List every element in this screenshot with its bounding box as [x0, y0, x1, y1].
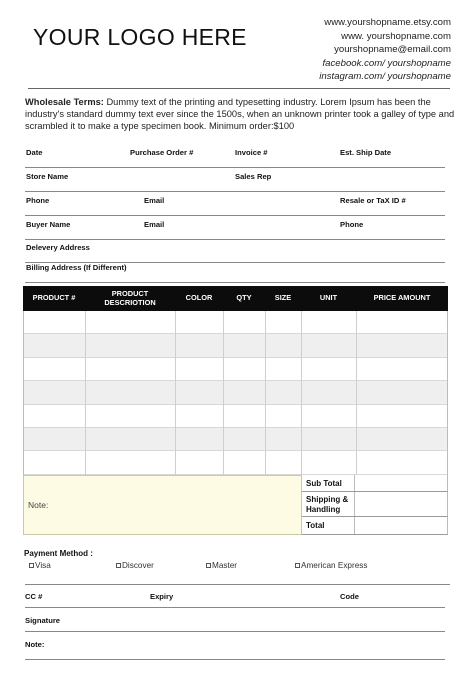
total-label: Total: [306, 521, 325, 530]
billing-row: [25, 263, 445, 283]
ship-date-field[interactable]: Est. Ship Date: [340, 148, 392, 157]
billing-address-field[interactable]: Billing Address (If Different): [26, 263, 127, 272]
payment-divider: [25, 584, 450, 585]
logo-placeholder: YOUR LOGO HERE: [33, 24, 247, 50]
phone-field[interactable]: Phone: [26, 196, 50, 205]
store-row: [25, 172, 445, 192]
buyer-name-field[interactable]: Buyer Name: [26, 220, 71, 229]
payment-option-visa[interactable]: Visa: [29, 561, 51, 570]
note-box[interactable]: [23, 475, 302, 535]
resale-tax-field[interactable]: Resale or TaX ID #: [340, 196, 406, 205]
buyer-phone-field[interactable]: Phone: [340, 220, 364, 229]
total-divider: [354, 517, 355, 534]
shipping-row: [302, 492, 448, 517]
signature-row: [25, 616, 445, 632]
checkbox-icon[interactable]: [29, 563, 34, 568]
note-label: Note:: [28, 500, 49, 510]
final-note-field[interactable]: Note:: [25, 640, 45, 649]
checkbox-icon[interactable]: [116, 563, 121, 568]
contact-block: [319, 16, 451, 84]
instagram-link[interactable]: instagram.com/ yourshopname: [319, 71, 451, 82]
final-note-row: [25, 640, 445, 660]
shipping-label: Shipping & Handling: [306, 495, 349, 514]
card-row: [25, 592, 445, 608]
payment-method-label: Payment Method :: [24, 549, 93, 558]
signature-field[interactable]: Signature: [25, 616, 61, 625]
phone-row: [25, 196, 445, 216]
terms-text: Dummy text of the printing and typesetting industry. Lorem Ipsum has been the industry's standard dummy text ever since the 1500s, when an unknown printer took a galley of type and scrambled it to make a type specimen book. Minimum order:$100: [25, 97, 455, 131]
delivery-address-field[interactable]: Delevery Address: [26, 243, 90, 252]
shipping-divider: [354, 492, 355, 516]
total-row: [302, 517, 448, 535]
header-divider: [28, 88, 450, 89]
store-name-field[interactable]: Store Name: [26, 172, 69, 181]
wholesale-terms: [25, 97, 455, 132]
payment-option-amex[interactable]: American Express: [295, 561, 367, 570]
col-product-description: PRODUCT DESCRIOTION: [104, 289, 156, 307]
checkbox-icon[interactable]: [295, 563, 300, 568]
website[interactable]: www. yourshopname.com: [341, 30, 451, 42]
payment-option-master[interactable]: Master: [206, 561, 237, 570]
order-info-row: [25, 148, 445, 168]
table-header: [23, 286, 448, 311]
email-field[interactable]: Email: [144, 196, 165, 205]
website-etsy[interactable]: www.yourshopname.etsy.com: [324, 17, 451, 28]
payment-option-discover[interactable]: Discover: [116, 561, 154, 570]
subtotal-divider: [354, 475, 355, 491]
col-size: SIZE: [274, 293, 292, 303]
purchase-order-field[interactable]: Purchase Order #: [130, 148, 194, 157]
buyer-row: [25, 220, 445, 240]
col-price-amount: PRICE AMOUNT: [373, 293, 431, 303]
terms-label: Wholesale Terms:: [25, 97, 104, 107]
col-product-number: PRODUCT #: [32, 293, 76, 303]
col-color: COLOR: [185, 293, 213, 303]
expiry-field[interactable]: Expiry: [150, 592, 174, 601]
date-field[interactable]: Date: [26, 148, 43, 157]
subtotal-row: [302, 475, 448, 492]
cc-field[interactable]: CC #: [25, 592, 43, 601]
email-address[interactable]: yourshopname@email.com: [334, 44, 451, 55]
delivery-row: [25, 243, 445, 263]
sales-rep-field[interactable]: Sales Rep: [235, 172, 272, 181]
col-qty: QTY: [236, 293, 252, 303]
invoice-field[interactable]: Invoice #: [235, 148, 268, 157]
col-unit: UNIT: [319, 293, 338, 303]
buyer-email-field[interactable]: Email: [144, 220, 165, 229]
table-border: [23, 311, 448, 475]
code-field[interactable]: Code: [340, 592, 359, 601]
checkbox-icon[interactable]: [206, 563, 211, 568]
subtotal-label: Sub Total: [306, 479, 342, 488]
facebook-link[interactable]: facebook.com/ yourshopname: [322, 57, 451, 69]
